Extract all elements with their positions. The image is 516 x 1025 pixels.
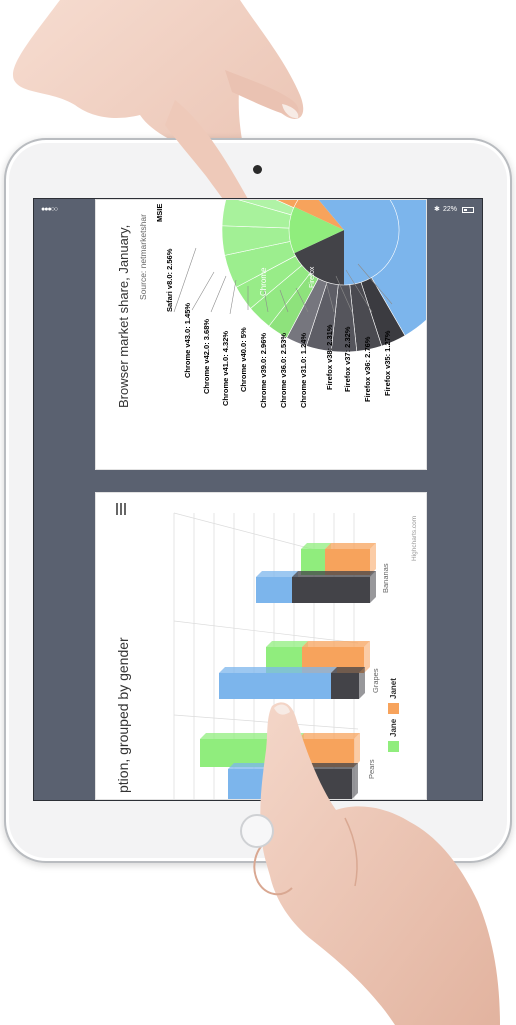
data-label: Firefox v35: 1.27% (383, 330, 392, 396)
chrome-inner-label: Chrome (259, 267, 268, 296)
category-label: Grapes (371, 668, 380, 693)
bar-bananas-joe-top (292, 571, 376, 577)
legend-item-jane[interactable]: Jane (389, 718, 398, 737)
bar-bananas-john[interactable] (256, 577, 292, 603)
bar-bananas-john-top (256, 571, 298, 577)
category-label: Pears (367, 759, 376, 779)
credits-link[interactable]: Highcharts.com (411, 515, 418, 561)
gridline (174, 621, 358, 643)
data-label: Firefox v38: 2.31% (325, 324, 334, 390)
chart-title: ption, grouped by gender (115, 637, 131, 793)
leader-line (192, 272, 214, 310)
data-label: Firefox v37: 2.32% (343, 326, 352, 392)
msie-label: MSIE (155, 203, 164, 222)
chart-subtitle: Source: netmarketshar (138, 214, 148, 300)
legend-item-janet[interactable]: Janet (389, 678, 398, 699)
data-label: Chrome v39.0: 2.96% (259, 332, 268, 408)
sunburst-chart[interactable] (96, 200, 426, 469)
bar-bananas-joe[interactable] (292, 577, 370, 603)
sunburst-chart-card[interactable] (96, 200, 426, 469)
leader-line (230, 280, 236, 314)
signal-icon: ●●●○○ (41, 206, 58, 213)
bar-grapes-joe-top (331, 667, 365, 673)
bar-bananas-janet-top (325, 543, 376, 549)
data-label: Chrome v36.0: 2.53% (279, 332, 288, 408)
menu-icon[interactable] (116, 503, 126, 515)
home-button[interactable] (240, 814, 274, 848)
bluetooth-icon: ✱ (434, 206, 440, 213)
bar-grapes-janet-top (302, 641, 370, 647)
leader-line (174, 248, 196, 312)
firefox-inner-label: Firefox (309, 266, 316, 288)
data-label: Chrome v31.0: 1.24% (299, 332, 308, 408)
bar-grapes-jane-top (266, 641, 308, 647)
category-label: Bananas (381, 563, 390, 593)
chart-title: Browser market share, January, (116, 224, 131, 408)
data-label: Firefox v36: 2.76% (363, 336, 372, 402)
battery-percent: 22% (443, 206, 458, 213)
leader-line (211, 276, 226, 312)
data-label: Safari v8.0: 2.56% (165, 248, 174, 312)
data-label: Chrome v41.0: 4.32% (221, 330, 230, 406)
data-label: Chrome v42.0: 3.68% (202, 318, 211, 394)
data-label: Chrome v43.0: 1.45% (183, 302, 192, 378)
bottom-hand (0, 690, 516, 1025)
data-label: Chrome v40.0: 5% (239, 327, 248, 392)
battery-icon (462, 207, 474, 213)
bar-grapes-john-top (219, 667, 337, 673)
